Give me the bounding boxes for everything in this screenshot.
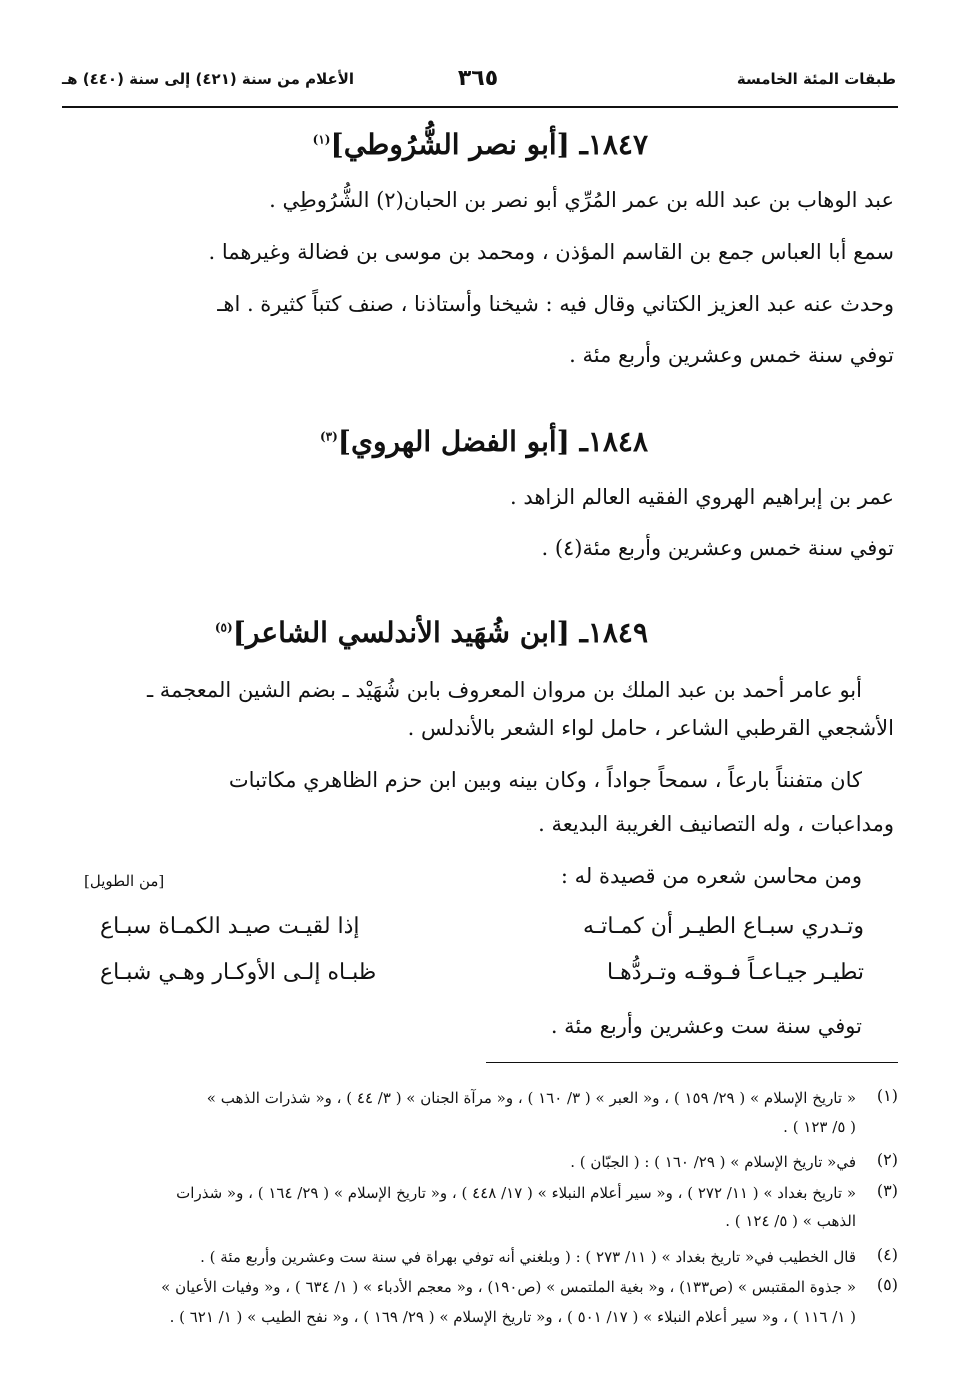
entry-line: الأشجعي القرطبي الشاعر ، حامل لواء الشعر بالأندلس . — [407, 716, 894, 740]
entry-line: توفي سنة خمس وعشرين وأربع مئة(٤) . — [541, 536, 894, 560]
footnote-separator — [486, 1062, 898, 1063]
footnote-line: قال الخطيب في« تاريخ بغداد » ( ١١/ ٢٧٣ ) : ( وبلغني أنه توفي بهراة في سنة ست وعشرين وأربع مئة ) . — [200, 1248, 856, 1266]
footnote-line: في« تاريخ الإسلام » ( ٢٩/ ١٦٠ ) : ( الجبّان ) . — [570, 1153, 856, 1171]
header-rule — [62, 106, 898, 108]
footnote-number: (٤) — [876, 1245, 898, 1264]
footnote-number: (١) — [876, 1086, 898, 1105]
verse-hemistich-first: تطيـر جيـاعـاً فـوقـه وتـردُّهـا — [607, 960, 864, 985]
poem-meter: [من الطويل] — [84, 872, 165, 890]
entry-title-text: ١٨٤٨ـ [أبو الفضل الهروي] — [337, 425, 648, 458]
entry-title — [320, 425, 648, 458]
entry-line: سمع أبا العباس جمع بن القاسم المؤذن ، ومحمد بن موسى بن فضالة وغيرهما . — [208, 240, 894, 264]
footnote-line: « جذوة المقتبس » (ص١٣٣) ، و« بغية الملتمس » (ص١٩٠) ، و« معجم الأدباء » ( ١/ ٦٣٤ ) ، و« وفيات الأعيان » — [161, 1278, 856, 1296]
footnote-ref: (٣) — [319, 429, 338, 444]
entry-title-text: ١٨٤٧ـ [أبو نصر الشُّرُوطي] — [330, 128, 648, 161]
footnote-line: ( ١/ ١١٦ ) ، و« سير أعلام النبلاء » ( ١٧/ ٥٠١ ) ، و« تاريخ الإسلام » ( ٢٩/ ١٦٩ ) ، و« نفح الطيب » ( ١/ ٦٢١ ) . — [169, 1308, 856, 1326]
footnote-ref: (٥) — [214, 620, 233, 635]
footnote-line: « تاريخ الإسلام » ( ٢٩/ ١٥٩ ) ، و« العبر » ( ٣/ ١٦٠ ) ، و« مرآة الجنان » ( ٣/ ٤٤ ) ، و« شذرات الذهب » — [206, 1089, 856, 1107]
entry-line: كان متفنناً بارعاً ، سمحاً جواداً ، وكان بينه وبين ابن حزم الظاهري مكاتبات — [228, 768, 862, 792]
verse-hemistich-second: ظبـاه إلـى الأوكـار وهـي شبـاع — [100, 960, 377, 985]
footnote-number: (٥) — [876, 1275, 898, 1294]
footnote-ref: (١) — [312, 132, 331, 147]
entry-line: وحدث عنه عبد العزيز الكتاني وقال فيه : شيخنا وأستاذنا ، صنف كتباً كثيرة . اهـ — [217, 292, 894, 316]
footnote-line: « تاريخ بغداد » ( ١١/ ٢٧٢ ) ، و« سير أعلام النبلاء » ( ١٧/ ٤٤٨ ) ، و« تاريخ الإسلام » ( ٢٩/ ١٦٤ ) ، و« شذرات — [176, 1184, 856, 1202]
entry-line: عمر بن إبراهيم الهروي الفقيه العالم الزاهد . — [509, 485, 894, 509]
entry-line: أبو عامر أحمد بن عبد الملك بن مروان المعروف بابن شُهَيْد ـ بضم الشين المعجمة ـ — [146, 678, 862, 702]
verse-hemistich-second: إذا لقيـت صيـد الكمـاة سبـاع — [100, 914, 360, 939]
page-number: ٣٦٥ — [457, 66, 499, 91]
header-range-title: الأعلام من سنة (٤٢١) إلى سنة (٤٤٠) هـ — [62, 70, 355, 88]
footnote-number: (٣) — [876, 1181, 898, 1200]
entry-line: توفي سنة ست وعشرين وأربع مئة . — [550, 1014, 862, 1038]
entry-line: عبد الوهاب بن عبد الله بن عمر المُرِّي أبو نصر بن الحبان(٢) الشُّرُوطِي . — [269, 188, 894, 212]
entry-line: ومداعبات ، وله التصانيف الغريبة البديعة . — [538, 812, 894, 836]
verse-hemistich-first: وتـدري سبـاع الطيـر أن كمـاتـه — [583, 914, 864, 939]
footnote-line: الذهب » ( ٥/ ١٢٤ ) . — [725, 1212, 856, 1230]
header-section-title: طبقات المئة الخامسة — [736, 70, 896, 88]
entry-title — [313, 128, 648, 161]
entry-line: توفي سنة خمس وعشرين وأربع مئة . — [569, 343, 894, 367]
footnote-number: (٢) — [876, 1150, 898, 1169]
entry-title — [215, 616, 648, 649]
footnote-line: ( ٥/ ١٢٣ ) . — [783, 1118, 856, 1136]
entry-line: ومن محاسن شعره من قصيدة له : — [560, 864, 862, 888]
entry-title-text: ١٨٤٩ـ [ابن شُهَيد الأندلسي الشاعر] — [232, 616, 648, 649]
